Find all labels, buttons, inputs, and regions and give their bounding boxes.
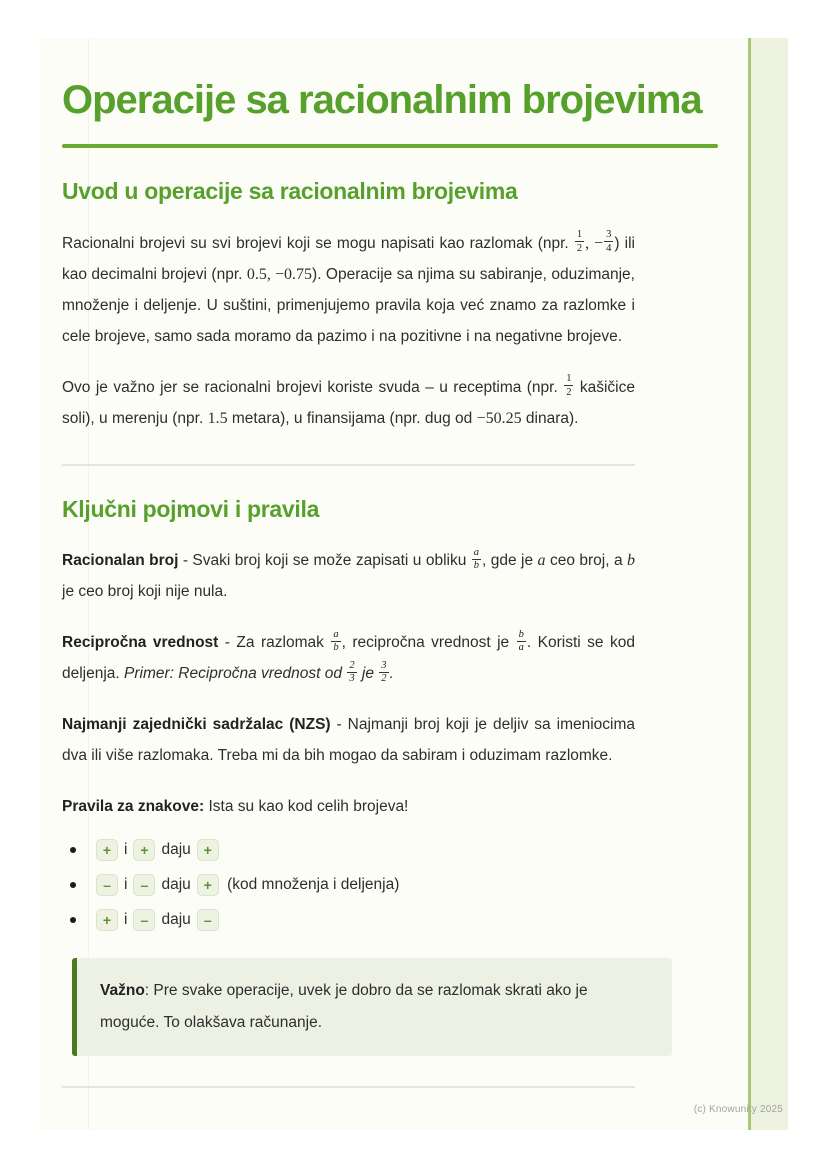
text-run: je ceo broj koji nije nula.	[62, 583, 228, 601]
fraction: $\frac{3}{4}$	[606, 229, 612, 254]
page-right-stripe	[748, 38, 788, 1130]
sign-badge-minus: –	[96, 874, 118, 896]
sign-badge-plus: +	[197, 874, 219, 896]
page-title: Operacije sa racionalnim brojevima	[62, 78, 702, 122]
paragraph-intro-2	[62, 372, 635, 434]
math-variable: a	[537, 552, 546, 570]
list-item-rule-2	[62, 873, 635, 897]
text-run: Ista su kao kod celih brojeva!	[204, 798, 409, 816]
math-run: −50.25	[476, 409, 522, 427]
paragraph-intro-1	[62, 228, 635, 352]
text-run: kašičice soli), u merenju (npr.	[62, 378, 635, 427]
important-callout	[72, 958, 672, 1056]
definition-nzs	[62, 709, 635, 771]
text-run: - Najmanji broj koji je deljiv sa imeniocima dva ili više razlomaka. Treba mi da bih mogao da sabiram i oduzimam razlomke.	[62, 716, 636, 765]
text-run: Ovo je važno jer se racionalni brojevi koriste svuda – u receptima (npr.	[62, 378, 564, 396]
fraction: $\frac{2}{3}$	[349, 660, 355, 685]
text-run: daju	[161, 876, 191, 894]
sign-badge-minus: –	[133, 874, 155, 896]
sign-rules-list	[62, 838, 635, 932]
text-run: , recipročna vrednost je	[341, 634, 516, 652]
text-run: Racionalni brojevi su svi brojevi koji se mogu napisati kao razlomak (npr.	[62, 234, 574, 252]
text-run: metara), u finansijama (npr. dug od	[227, 409, 477, 427]
copyright-footer: (c) Knowunity 2025	[693, 1104, 783, 1115]
fraction: $\frac{b}{a}$	[518, 629, 524, 654]
section-heading-intro: Uvod u operacije sa racionalnim brojevima	[62, 178, 518, 204]
callout-label: Važno	[100, 982, 145, 1000]
fraction: $\frac{1}{2}$	[566, 373, 572, 398]
title-rule	[62, 144, 718, 148]
term-label: Najmanji zajednički sadržalac (NZS)	[62, 716, 331, 734]
text-run: ) ili kao decimalni brojevi (npr.	[62, 234, 635, 283]
term-label: Racionalan broj	[62, 552, 179, 570]
section-divider	[62, 464, 635, 466]
definition-reciprocal	[62, 627, 635, 689]
definition-rational-number	[62, 545, 635, 607]
sign-badge-plus: +	[96, 909, 118, 931]
document-content	[62, 74, 718, 1088]
text-run: daju	[161, 841, 191, 859]
math-run: , −	[585, 234, 604, 252]
term-label: Recipročna vrednost	[62, 634, 219, 652]
text-run: i	[124, 911, 128, 929]
math-run: 0.5, −0.75	[246, 265, 313, 283]
text-run: : Pre svake operacije, uvek je dobro da se razlomak skrati ako je moguće. To olakšava računanje.	[100, 982, 588, 1032]
text-run: i	[124, 841, 128, 859]
sign-badge-plus: +	[197, 839, 219, 861]
text-run: ). Operacije sa njima su sabiranje, oduzimanje, množenje i deljenje. U suštini, primenjujemo pravila koja već znamo za razlomke i cele brojeve, samo sada moramo da pazimo i na pozitivne i na negativne brojeve.	[62, 265, 635, 345]
fraction: $\frac{a}{b}$	[333, 629, 339, 654]
sign-badge-plus: +	[96, 839, 118, 861]
math-run: 1.5	[207, 409, 228, 427]
text-run: dinara).	[521, 409, 579, 427]
term-label: Pravila za znakove:	[62, 798, 205, 816]
text-run: i	[124, 876, 128, 894]
callout-text	[100, 975, 644, 1039]
fraction: $\frac{a}{b}$	[473, 547, 480, 572]
list-item-rule-1	[62, 838, 635, 862]
sign-rules-lead	[62, 791, 635, 822]
text-run: - Za razlomak	[218, 634, 331, 652]
text-run: (kod množenja i deljenja)	[222, 876, 400, 894]
bottom-divider	[62, 1086, 635, 1088]
section-heading-concepts: Ključni pojmovi i pravila	[62, 495, 320, 522]
text-run: daju	[161, 911, 191, 929]
fraction: $\frac{3}{2}$	[381, 660, 387, 685]
list-item-rule-3	[62, 908, 635, 932]
text-run: . Koristi se kod deljenja.	[62, 634, 635, 683]
text-run: , gde je	[482, 552, 538, 570]
sign-badge-minus: –	[133, 909, 155, 931]
math-variable: b	[627, 552, 635, 570]
document-page	[40, 38, 788, 1130]
example-text: Primer: Recipročna vrednost od $\frac{2}{3}$ je $\frac{3}{2}$ .	[124, 660, 394, 685]
fraction: $\frac{1}{2}$	[576, 229, 583, 254]
text-run: ceo broj, a	[545, 552, 627, 570]
sign-badge-plus: +	[133, 839, 155, 861]
text-run: - Svaki broj koji se može zapisati u obliku	[178, 552, 471, 570]
sign-badge-minus: –	[197, 909, 219, 931]
